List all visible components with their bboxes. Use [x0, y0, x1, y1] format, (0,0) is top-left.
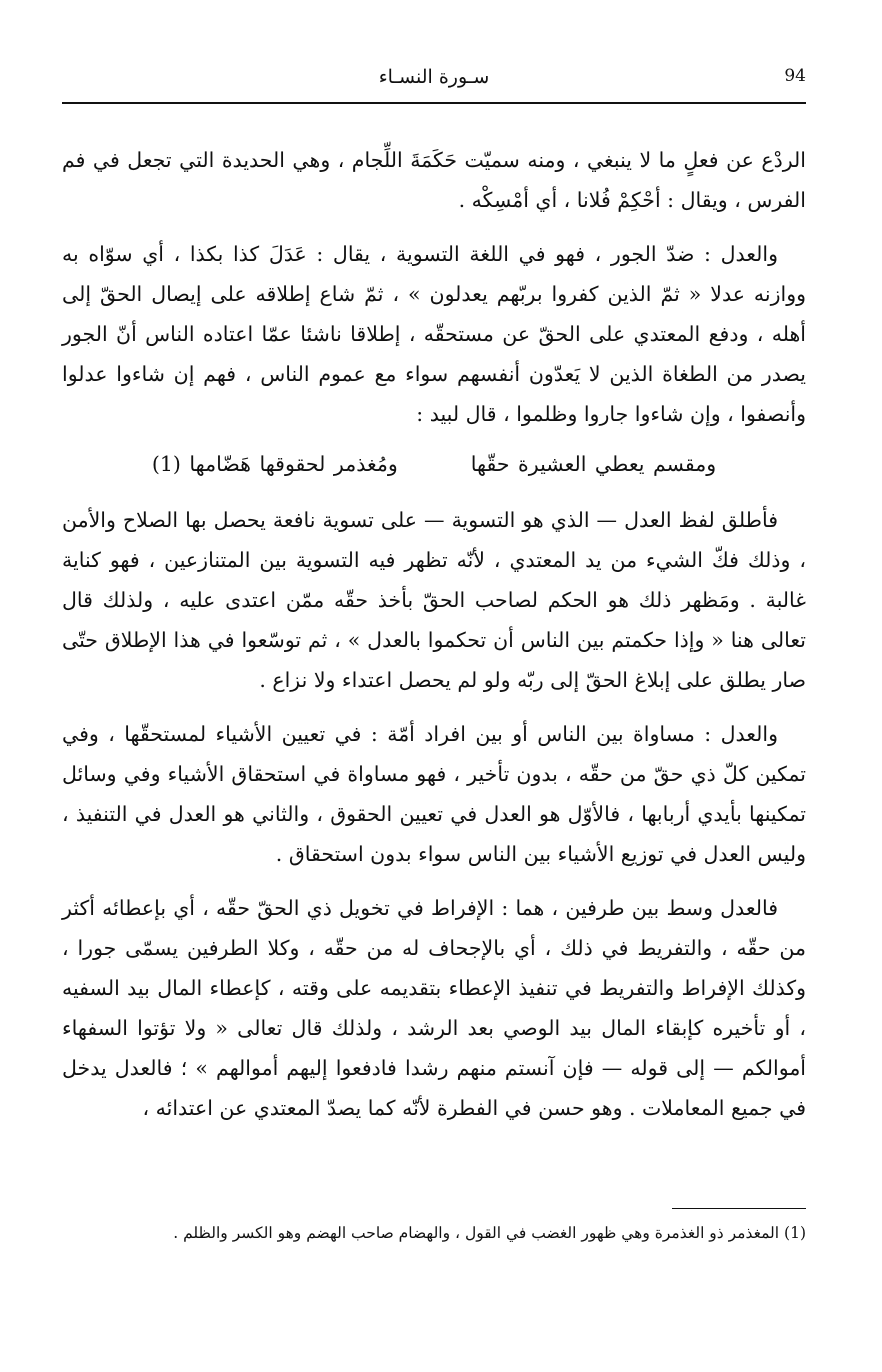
- running-title: سـورة النسـاء: [378, 66, 490, 88]
- page-number: 94: [784, 66, 806, 86]
- verse-second-hemistich: ومُغذمر لحقوقها هَضّامها (1): [151, 452, 398, 476]
- verse-first-hemistich: ومقسم يعطي العشيرة حقّها: [470, 452, 717, 476]
- paragraph-2: والعدل : ضدّ الجور ، فهو في اللغة التسوية ، يقال : عَدَلَ كذا بكذا ، أي سوّاه به ووازنه عدلا « ثمّ الذين كفروا بربّهم يعدلون » ، ثمّ شاع إطلاقه على إيصال الحقّ إلى أهله ، ودفع المعتدي على الحقّ عن مستحقّه ، إطلاقا ناشئا عمّا اعتاده الناس أنّ الجور يصدر من الطغاة الذين لا يَعدّون أنفسهم سواء مع عموم الناس ، فهم إن شاءوا عدلوا وأنصفوا ، وإن شاءوا جاروا وظلموا ، قال لبيد :: [62, 242, 806, 426]
- header-rule: [62, 102, 806, 104]
- paragraph-5: فالعدل وسط بين طرفين ، هما : الإفراط في تخويل ذي الحقّ حقّه ، أي بإعطائه أكثر من حقّه ، والتفريط في ذلك ، أي بالإجحاف له من حقّه ، وكلا الطرفين يسمّى جورا ، وكذلك الإفراط والتفريط في تنفيذ الإعطاء بتقديمه على وقته ، كإعطاء المال بيد السفيه ، أو تأخيره كإبقاء المال بيد الوصي بعد الرشد ، ولذلك قال تعالى « ولا تؤتوا السفهاء أموالكم — إلى قوله — فإن آنستم منهم رشدا فادفعوا إليهم أموالهم » ؛ فالعدل يدخل في جميع المعاملات . وهو حسن في الفطرة لأنّه كما يصدّ المعتدي عن اعتدائه ،: [62, 896, 806, 1120]
- footnote: (1) المغذمر ذو الغذمرة وهي ظهور الغضب في القول ، والهضام صاحب الهضم وهو الكسر والظلم .: [173, 1224, 806, 1242]
- footnote-rule: [672, 1208, 806, 1209]
- poetry-verse: [62, 444, 806, 484]
- paragraph-1: الردْع عن فعلٍ ما لا ينبغي ، ومنه سميّت حَكَمَةَ اللِّجام ، وهي الحديدة التي تجعل في فم الفرس ، ويقال : أحْكِمْ فُلانا ، أي أمْسِكْه .: [62, 148, 806, 212]
- page-header: [62, 62, 806, 102]
- paragraph-4: والعدل : مساواة بين الناس أو بين افراد أمّة : في تعيين الأشياء لمستحقّها ، وفي تمكين كلّ ذي حقّ من حقّه ، بدون تأخير ، فهو مساواة في استحقاق الأشياء وفي وسائل تمكينها بأيدي أربابها ، فالأوّل هو العدل في تعيين الحقوق ، والثاني هو العدل في التنفيذ ، وليس العدل في توزيع الأشياء بين الناس سواء بدون استحقاق .: [62, 722, 806, 866]
- main-text: [62, 140, 806, 1142]
- paragraph-3: فأطلق لفظ العدل — الذي هو التسوية — على تسوية نافعة يحصل بها الصلاح والأمن ، وذلك فكّ الشيء من يد المعتدي ، لأنّه تظهر فيه التسوية بين المتنازعين ، فهو كناية غالبة . ومَظهر ذلك هو الحكم لصاحب الحقّ بأخذ حقّه ممّن اعتدى عليه ، ولذلك قال تعالى هنا « وإذا حكمتم بين الناس أن تحكموا بالعدل » ، ثم توسّعوا في هذا الإطلاق حتّى صار يطلق على إبلاغ الحقّ إلى ربّه ولو لم يحصل اعتداء ولا نزاع .: [62, 508, 806, 692]
